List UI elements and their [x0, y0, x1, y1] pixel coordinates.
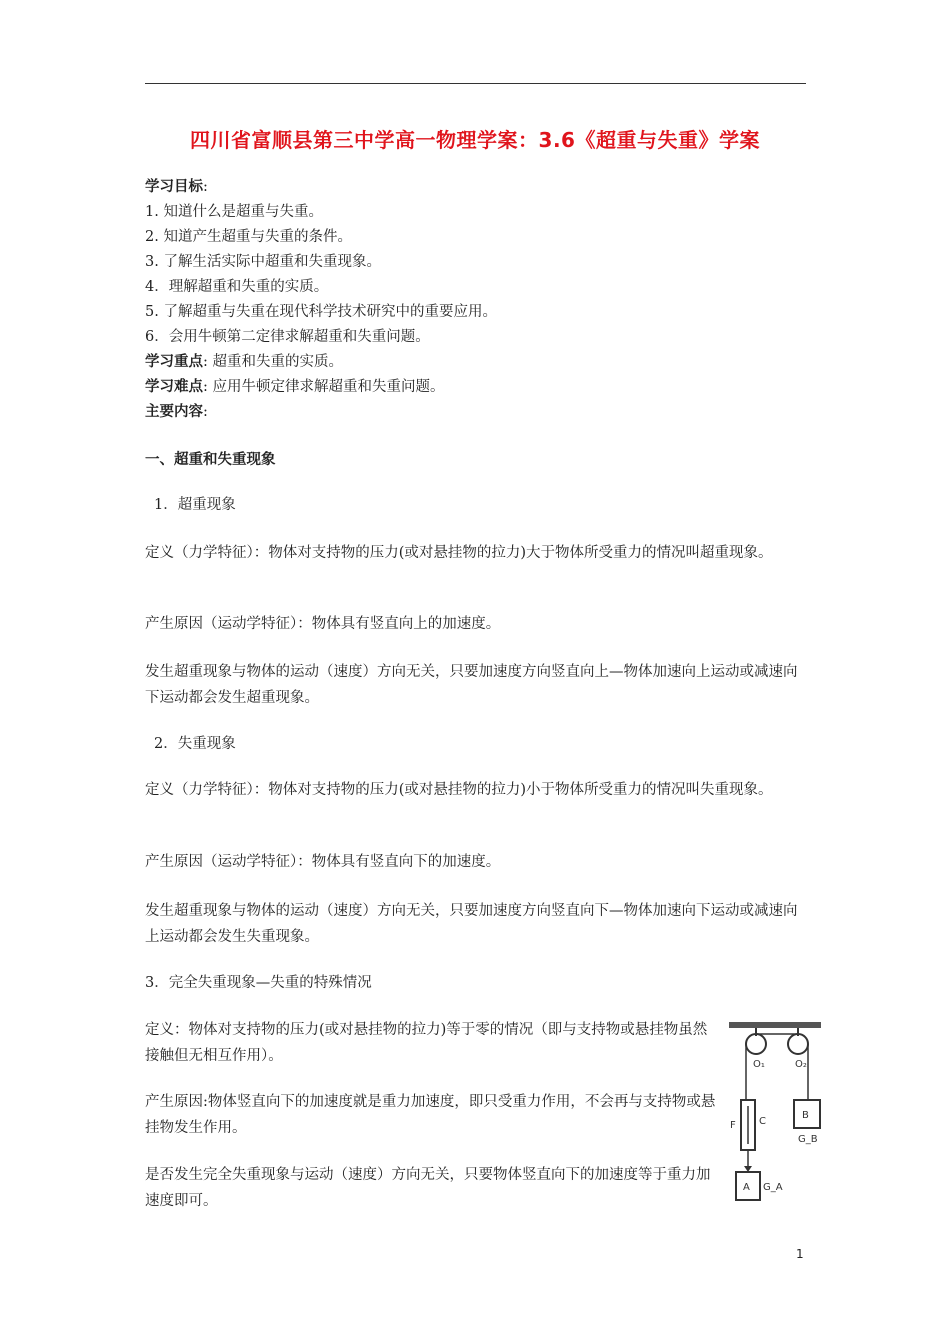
- f-label: F: [730, 1120, 736, 1131]
- difficulty-line: [145, 377, 445, 397]
- key-point-label: 学习重点: [145, 354, 203, 370]
- pulley-diagram: [726, 1020, 824, 1208]
- main-content-colon: :: [203, 404, 208, 420]
- pulley-o1: [746, 1034, 766, 1054]
- subsection-heading: 2．失重现象: [154, 736, 236, 752]
- difficulty-label: 学习难点: [145, 379, 203, 395]
- main-content-label: 主要内容: [145, 404, 203, 420]
- header-rule: [145, 83, 806, 84]
- complete-note: 是否发生完全失重现象与运动（速度）方向无关，只要物体竖直向下的加速度等于重力加速度即可。: [145, 1167, 711, 1209]
- objective-item: 6．会用牛顿第二定律求解超重和失重问题。: [145, 329, 430, 345]
- overweight-definition: 定义（力学特征）：物体对支持物的压力(或对悬挂物的拉力)大于物体所受重力的情况叫超重现象。: [145, 545, 773, 561]
- document-title: 四川省富顺县第三中学高一物理学案：3.6《超重与失重》学案: [190, 128, 760, 152]
- pulley-o2: [788, 1034, 808, 1054]
- overweight-cause: 产生原因（运动学特征）：物体具有竖直向上的加速度。: [145, 616, 501, 632]
- overweight-note: 发生超重现象与物体的运动（速度）方向无关，只要加速度方向竖直向上—物体加速向上运动或减速向下运动都会发生超重现象。: [145, 664, 798, 706]
- objectives-label: 学习目标: [145, 179, 203, 195]
- gb-label: G_B: [798, 1134, 818, 1145]
- o2-label: O₂: [795, 1059, 807, 1070]
- o1-label: O₁: [753, 1059, 765, 1070]
- key-point-text: : 超重和失重的实质。: [203, 354, 343, 370]
- objective-item: 2. 知道产生超重与失重的条件。: [145, 229, 352, 245]
- objectives-heading: [145, 177, 208, 197]
- weightless-definition: 定义（力学特征）：物体对支持物的压力(或对悬挂物的拉力)小于物体所受重力的情况叫失重现象。: [145, 782, 773, 798]
- difficulty-text: : 应用牛顿定律求解超重和失重问题。: [203, 379, 445, 395]
- subsection-heading: 3．完全失重现象—失重的特殊情况: [145, 975, 372, 991]
- objective-item: 5. 了解超重与失重在现代科学技术研究中的重要应用。: [145, 304, 497, 320]
- a-label: A: [743, 1182, 750, 1193]
- subsection-heading: 1．超重现象: [154, 497, 236, 513]
- objective-item: 3. 了解生活实际中超重和失重现象。: [145, 254, 381, 270]
- complete-cause: 产生原因:物体竖直向下的加速度就是重力加速度，即只受重力作用，不会再与支持物或悬挂物发生作用。: [145, 1094, 716, 1136]
- weightless-note: 发生超重现象与物体的运动（速度）方向无关，只要加速度方向竖直向下—物体加速向下运动或减速向上运动都会发生失重现象。: [145, 903, 798, 945]
- c-label: C: [759, 1116, 766, 1127]
- main-content-heading: [145, 402, 208, 422]
- ceiling-beam: [729, 1022, 821, 1028]
- key-point-line: [145, 352, 343, 372]
- section-heading: 一、超重和失重现象: [145, 452, 276, 468]
- complete-definition: 定义：物体对支持物的压力(或对悬挂物的拉力)等于零的情况（即与支持物或悬挂物虽然接触但无相互作用）。: [145, 1022, 708, 1064]
- objective-item: 4．理解超重和失重的实质。: [145, 279, 329, 295]
- b-label: B: [802, 1110, 809, 1121]
- weightless-cause: 产生原因（运动学特征）：物体具有竖直向下的加速度。: [145, 854, 501, 870]
- objective-item: 1. 知道什么是超重与失重。: [145, 204, 323, 220]
- objectives-colon: :: [203, 179, 208, 195]
- ga-label: G_A: [763, 1182, 783, 1193]
- page-number: 1: [796, 1247, 804, 1261]
